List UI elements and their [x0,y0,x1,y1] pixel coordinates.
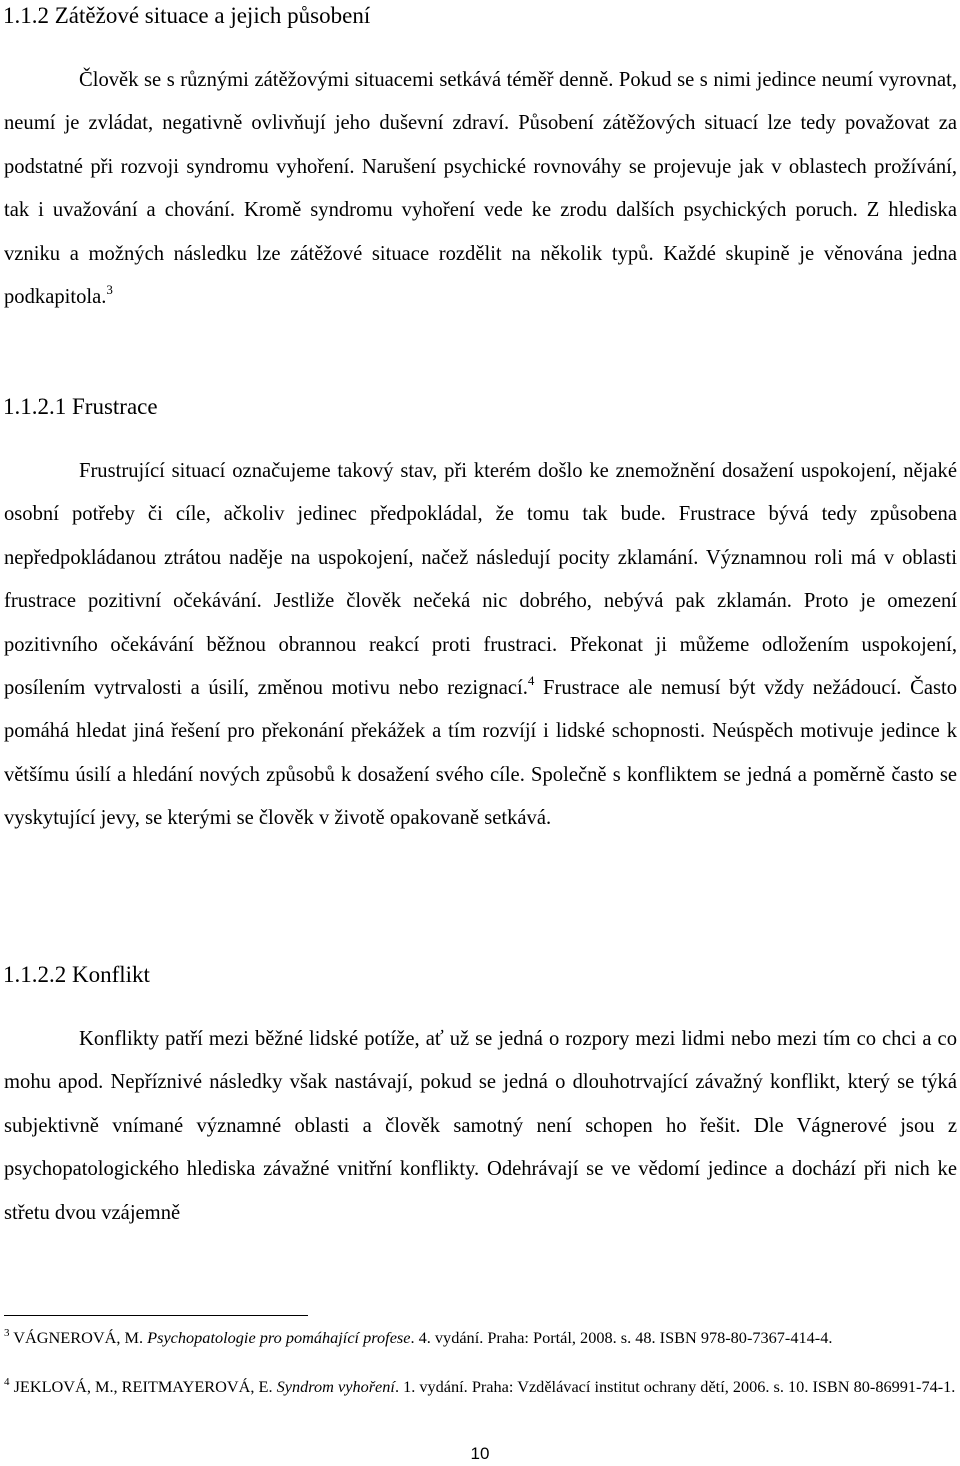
footnote-title: Psychopatologie pro pomáhající profese [147,1328,411,1347]
footnote-3 [4,1326,956,1351]
section-heading: 1.1.2 Zátěžové situace a jejich působení [3,3,371,28]
frustrace-paragraph-text-1: Frustrující situací označujeme takový stav, při kterém došlo ke znemožnění dosažení uspokojení, nějaké osobní potřeby či cíle, ačkoliv jedinec předpokládal, že tomu tak bude. Frustrace bývá tedy způsobena nepředpokládanou ztrátou naděje na uspokojení, načež následují pocity zklamání. Významnou roli má v oblasti frustrace pozitivní očekávání. Jestliže člověk nečeká nic dobrého, nebývá pak zklamán. Proto je omezení pozitivního očekávání běžnou obrannou reakcí proti frustraci. Překonat ji můžeme odložením uspokojení, posílením vytrvalosti a úsilí, změnou motivu nebo rezignací. [4,460,957,700]
footnote-author: JEKLOVÁ, M., REITMAYEROVÁ, E. [9,1377,277,1396]
footnote-number: 4 [4,1376,10,1388]
page-number: 10 [470,1444,490,1463]
footnote-4 [4,1375,956,1400]
footnote-ref-3[interactable]: 3 [106,282,113,298]
section-paragraph-text: Člověk se s různými zátěžovými situacemi setkává téměř denně. Pokud se s nimi jedince neumí vyrovnat, neumí je zvládat, negativně ovlivňují jeho duševní zdraví. Působení zátěžových situací lze tedy považovat za podstatné při rozvoji syndromu vyhoření. Narušení psychické rovnováhy se projevuje jak v oblastech prožívání, tak i uvažování a chování. Kromě syndromu vyhoření vede ke zrodu dalších psychických poruch. Z hlediska vzniku a možných následku lze zátěžové situace rozdělit na několik typů. Každé skupině je věnována jedna podkapitola. [4,69,957,309]
frustrace-paragraph-text-2: Frustrace ale nemusí být vždy nežádoucí. Často pomáhá hledat jiná řešení pro překonání překážek a tím rozvíjí i lidské schopnosti. Neúspěch motivuje jedince k většímu úsilí a hledání nových způsobů k dosažení svého cíle. Společně s konfliktem se jedná a poměrně často se vyskytující jevy, se kterými se člověk v životě opakovaně setkává. [4,677,957,830]
footnote-details: . 1. vydání. Praha: Vzdělávací institut ochrany dětí, 2006. s. 10. ISBN 80-86991-74-1. [394,1377,956,1396]
section-paragraph [4,59,957,319]
footnote-details: . 4. vydání. Praha: Portál, 2008. s. 48. ISBN 978-80-7367-414-4. [410,1328,833,1347]
footnote-separator [4,1315,308,1316]
footnote-ref-4[interactable]: 4 [527,673,535,689]
konflikt-heading: 1.1.2.2 Konflikt [3,962,150,987]
konflikt-paragraph: Konflikty patří mezi běžné lidské potíže, ať už se jedná o rozpory mezi lidmi nebo mezi tím co chci a co mohu apod. Nepříznivé následky však nastávají, pokud se jedná o dlouhotrvající závažný konflikt, který se týká subjektivně vnímané významné oblasti a člověk samotný není schopen ho řešit. Dle Vágnerové jsou z psychopatologického hlediska závažné vnitřní konflikty. Odehrávají se ve vědomí jedince a dochází při nich ke střetu dvou vzájemně [4,1028,957,1224]
frustrace-paragraph [4,450,957,841]
footnote-title: Syndrom vyhoření [276,1377,395,1396]
footnote-author: VÁGNEROVÁ, M. [9,1328,148,1347]
frustrace-heading: 1.1.2.1 Frustrace [3,394,158,419]
footnote-number: 3 [4,1327,10,1339]
